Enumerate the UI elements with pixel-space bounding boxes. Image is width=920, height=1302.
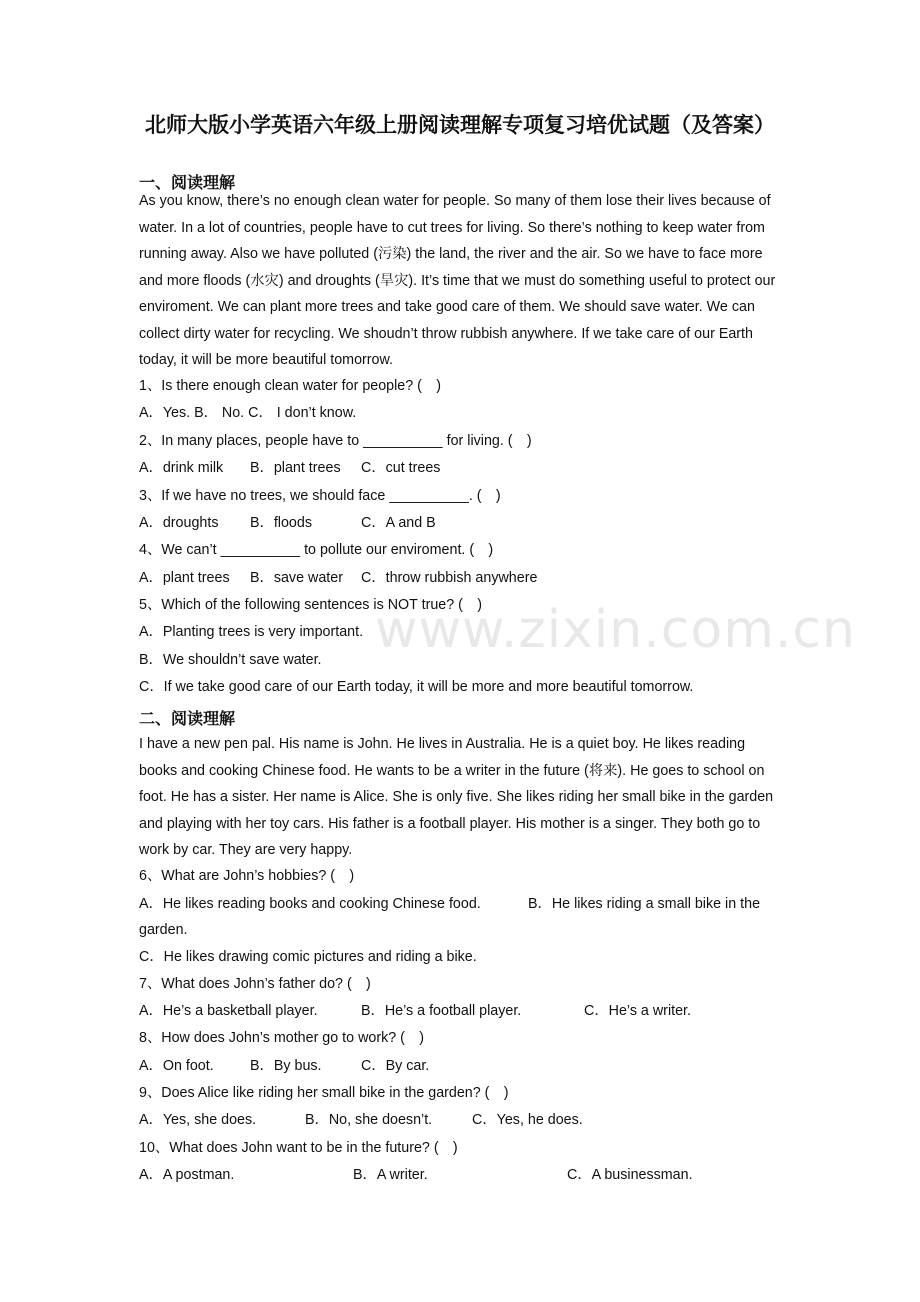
section-heading-2: 二、阅读理解: [139, 709, 236, 728]
option-7a: A．He’s a basketball player.: [139, 1003, 318, 1019]
option-8b: B．By bus.: [250, 1058, 322, 1074]
option-10b: B．A writer.: [353, 1167, 428, 1183]
option-2b: B．plant trees: [250, 460, 341, 476]
option-6b: B．He likes riding a small bike in the: [528, 896, 761, 912]
option-10c: C．A businessman.: [567, 1167, 693, 1183]
option-6b-cont: garden.: [139, 922, 188, 938]
option-9a: A．Yes, she does.: [139, 1112, 257, 1128]
question-3: 3、If we have no trees, we should face __________. ( ): [139, 488, 501, 504]
option-8c: C．By car.: [361, 1058, 430, 1074]
passage-2: I have a new pen pal. His name is John. He lives in Australia. He is a quiet boy. He likes reading books and cooking Chinese food. He wants to be a writer in the future (将来). He goes to school on foot. He has a sister. Her name is Alice. She is only five. She likes riding her small bike in the garden and playing with her toy cars. His father is a football player. His mother is a singer. They both go to work by car. They are very happy.: [139, 736, 774, 858]
option-6a: A．He likes reading books and cooking Chinese food.: [139, 896, 481, 912]
option-3b: B．floods: [250, 515, 312, 531]
option-9b: B．No, she doesn’t.: [305, 1112, 433, 1128]
question-8: 8、How does John’s mother go to work? ( ): [139, 1030, 425, 1046]
option-3c: C．A and B: [361, 515, 436, 531]
question-10: 10、What does John want to be in the future? ( ): [139, 1140, 458, 1156]
question-5: 5、Which of the following sentences is NOT true? ( ): [139, 597, 482, 613]
option-6c: C．He likes drawing comic pictures and riding a bike.: [139, 949, 477, 965]
option-8a: A．On foot.: [139, 1058, 214, 1074]
option-3a: A．droughts: [139, 515, 219, 531]
question-6: 6、What are John’s hobbies? ( ): [139, 868, 355, 884]
option-5b: B．We shouldn’t save water.: [139, 652, 322, 668]
option-5a: A．Planting trees is very important.: [139, 624, 364, 640]
question-4: 4、We can’t __________ to pollute our enviroment. ( ): [139, 542, 494, 558]
option-9c: C．Yes, he does.: [472, 1112, 583, 1128]
passage-1: As you know, there’s no enough clean water for people. So many of them lose their lives because of water. In a lot of countries, people have to cut trees for living. So there’s nothing to keep water from running away. Also we have polluted (污染) the land, the river and the air. So we have to face more and more floods (水灾) and droughts (旱灾). It’s time that we must do something useful to protect our enviroment. We can plant more trees and take good care of them. We should save water. We can collect dirty water for recycling. We shoudn’t throw rubbish anywhere. If we take care of our Earth today, it will be more beautiful tomorrow.: [139, 193, 776, 368]
question-1: 1、Is there enough clean water for people? ( ): [139, 378, 441, 394]
watermark: www.zixin.com.cn: [375, 600, 856, 660]
option-7c: C．He’s a writer.: [584, 1003, 691, 1019]
section-heading-1: 一、阅读理解: [139, 173, 236, 192]
option-4c: C．throw rubbish anywhere: [361, 570, 538, 586]
option-2c: C．cut trees: [361, 460, 441, 476]
option-2a: A．drink milk: [139, 460, 224, 476]
option-7b: B．He’s a football player.: [361, 1003, 522, 1019]
options-1: A．Yes. B． No. C． I don’t know.: [139, 405, 357, 421]
question-9: 9、Does Alice like riding her small bike in the garden? ( ): [139, 1085, 509, 1101]
option-4b: B．save water: [250, 570, 343, 586]
option-4a: A．plant trees: [139, 570, 230, 586]
document-title: 北师大版小学英语六年级上册阅读理解专项复习培优试题（及答案）: [145, 112, 775, 137]
option-10a: A．A postman.: [139, 1167, 235, 1183]
question-7: 7、What does John’s father do? ( ): [139, 976, 371, 992]
option-5c: C．If we take good care of our Earth today, it will be more and more beautiful tomorrow.: [139, 679, 694, 695]
question-2: 2、In many places, people have to __________ for living. ( ): [139, 433, 532, 449]
